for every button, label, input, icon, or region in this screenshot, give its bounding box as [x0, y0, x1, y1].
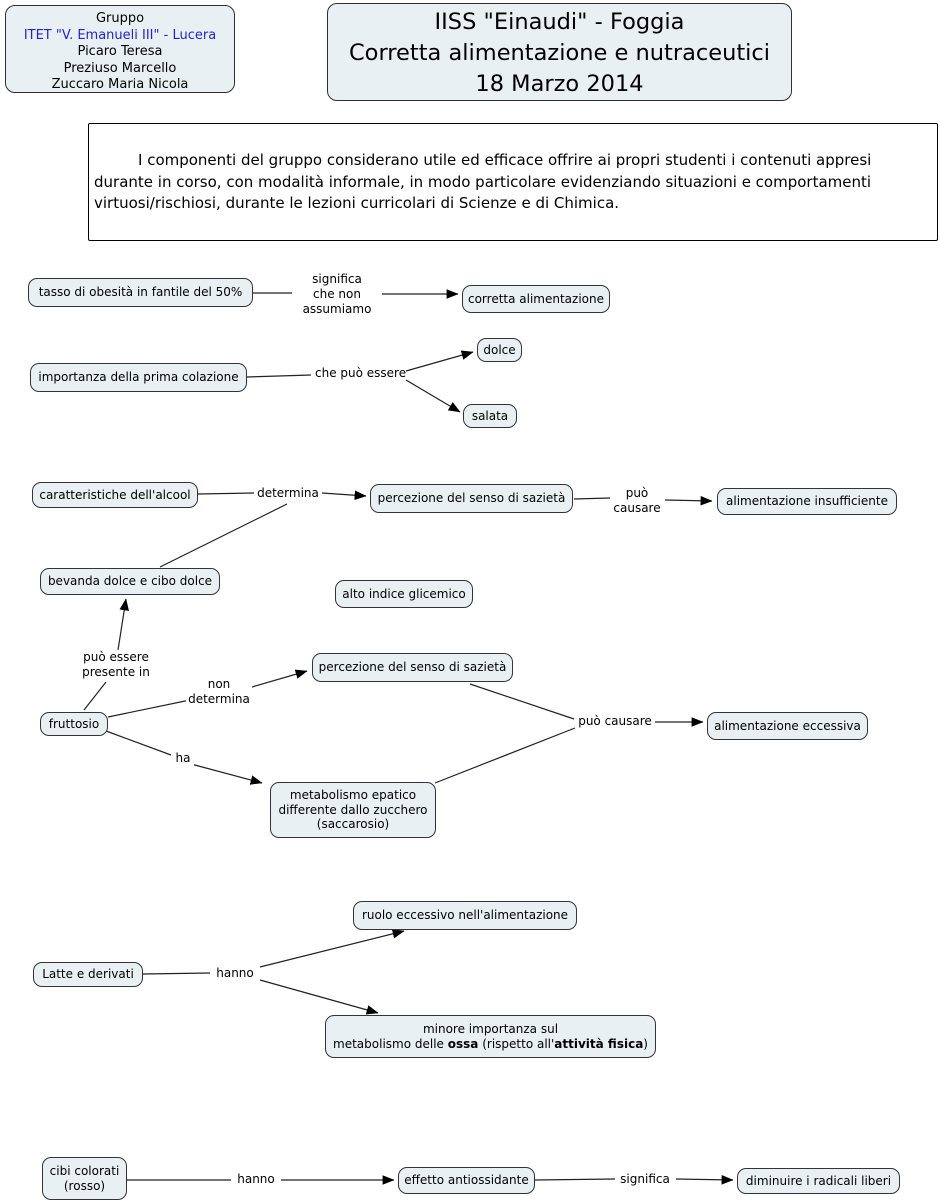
node-caratteristiche-alcool[interactable]: caratteristiche dell'alcool: [32, 482, 198, 508]
node-line: differente dallo zucchero: [278, 802, 428, 817]
link-label-che-puo-essere[interactable]: che può essere: [315, 366, 407, 380]
node-prima-colazione[interactable]: importanza della prima colazione: [30, 363, 247, 392]
node-text-fragment: ): [643, 1036, 648, 1051]
node-tasso-obesita[interactable]: tasso di obesità in fantile del 50%: [28, 278, 253, 307]
intro-box: [88, 123, 938, 241]
node-bold-attivita-fisica: attività fisica: [554, 1036, 644, 1051]
node-line: [333, 1037, 648, 1052]
link-label-puo-causare-2[interactable]: può causare: [576, 714, 654, 729]
node-dolce[interactable]: dolce: [477, 338, 522, 362]
link-label-determina[interactable]: determina: [254, 486, 322, 501]
node-line: metabolismo epatico: [289, 788, 417, 803]
label-line: causare: [613, 501, 661, 515]
link-label-puo-causare-1[interactable]: [611, 486, 663, 516]
node-fruttosio[interactable]: fruttosio: [40, 712, 108, 736]
link-label-significa[interactable]: significa: [616, 1172, 674, 1187]
node-ruolo-eccessivo[interactable]: ruolo eccessivo nell'alimentazione: [353, 901, 577, 930]
node-diminuire-radicali-liberi[interactable]: diminuire i radicali liberi: [737, 1168, 900, 1194]
title-box: [327, 3, 792, 101]
node-line: minore importanza sul: [422, 1022, 559, 1036]
label-line: che non: [313, 287, 361, 301]
node-minore-importanza-ossa[interactable]: [325, 1015, 656, 1058]
link-label-puo-essere-presente-in[interactable]: [80, 650, 152, 680]
group-info-box: [5, 5, 235, 93]
label-line: significa: [312, 272, 362, 286]
label-line: determina: [188, 692, 250, 706]
node-alimentazione-insufficiente[interactable]: alimentazione insufficiente: [717, 488, 897, 515]
label-line: può: [625, 486, 649, 500]
group-label: Gruppo: [95, 11, 145, 26]
node-line: cibi colorati: [49, 1164, 120, 1178]
link-label-non-determina[interactable]: [186, 677, 252, 707]
node-text-fragment: (rispetto all': [478, 1036, 555, 1051]
node-line: (rosso): [63, 1178, 106, 1193]
institute-name: IISS "Einaudi" - Foggia: [434, 9, 685, 35]
label-line: presente in: [82, 665, 150, 679]
map-date: 18 Marzo 2014: [475, 71, 644, 97]
intro-paragraph: I componenti del gruppo considerano utile ed efficace offrire ai propri studenti i contenuti appresi durante in corso, con modalità informale, in modo particolare evidenziando situazioni e comportamenti virtuosi/rischiosi, durante le lezioni curricolari di Scienze e di Chimica.: [94, 151, 872, 212]
link-label-significa-che-non-assumiamo[interactable]: [292, 272, 382, 317]
node-percezione-sazieta-2[interactable]: percezione del senso di sazietà: [312, 653, 513, 682]
label-line: assumiamo: [302, 302, 372, 316]
label-line: non: [207, 677, 231, 691]
node-alto-indice-glicemico[interactable]: alto indice glicemico: [335, 580, 473, 608]
member-1: Picaro Teresa: [77, 44, 163, 59]
node-percezione-sazieta-1[interactable]: percezione del senso di sazietà: [370, 484, 573, 513]
link-label-ha[interactable]: ha: [172, 751, 194, 766]
node-salata[interactable]: salata: [463, 404, 517, 428]
school-name: ITET "V. Emanueli III" - Lucera: [23, 27, 217, 43]
node-metabolismo-epatico[interactable]: [270, 782, 436, 838]
member-2: Preziuso Marcello: [63, 60, 177, 76]
node-bevanda-cibo-dolce[interactable]: bevanda dolce e cibo dolce: [40, 568, 220, 595]
node-cibi-colorati[interactable]: [42, 1157, 127, 1200]
node-latte-derivati[interactable]: Latte e derivati: [33, 962, 143, 987]
node-alimentazione-eccessiva[interactable]: alimentazione eccessiva: [707, 712, 868, 740]
node-effetto-antiossidante[interactable]: effetto antiossidante: [398, 1167, 535, 1194]
node-bold-ossa: ossa: [447, 1036, 479, 1051]
node-line: (saccarosio): [316, 817, 390, 832]
map-title: Corretta alimentazione e nutraceutici: [348, 40, 771, 66]
link-label-hanno-2[interactable]: hanno: [232, 1172, 280, 1187]
member-3: Zuccaro Maria Nicola: [51, 77, 189, 92]
link-label-hanno-1[interactable]: hanno: [211, 966, 259, 981]
node-corretta-alimentazione[interactable]: corretta alimentazione: [462, 285, 610, 313]
label-line: può essere: [83, 650, 149, 664]
node-text-fragment: metabolismo delle: [333, 1036, 448, 1051]
